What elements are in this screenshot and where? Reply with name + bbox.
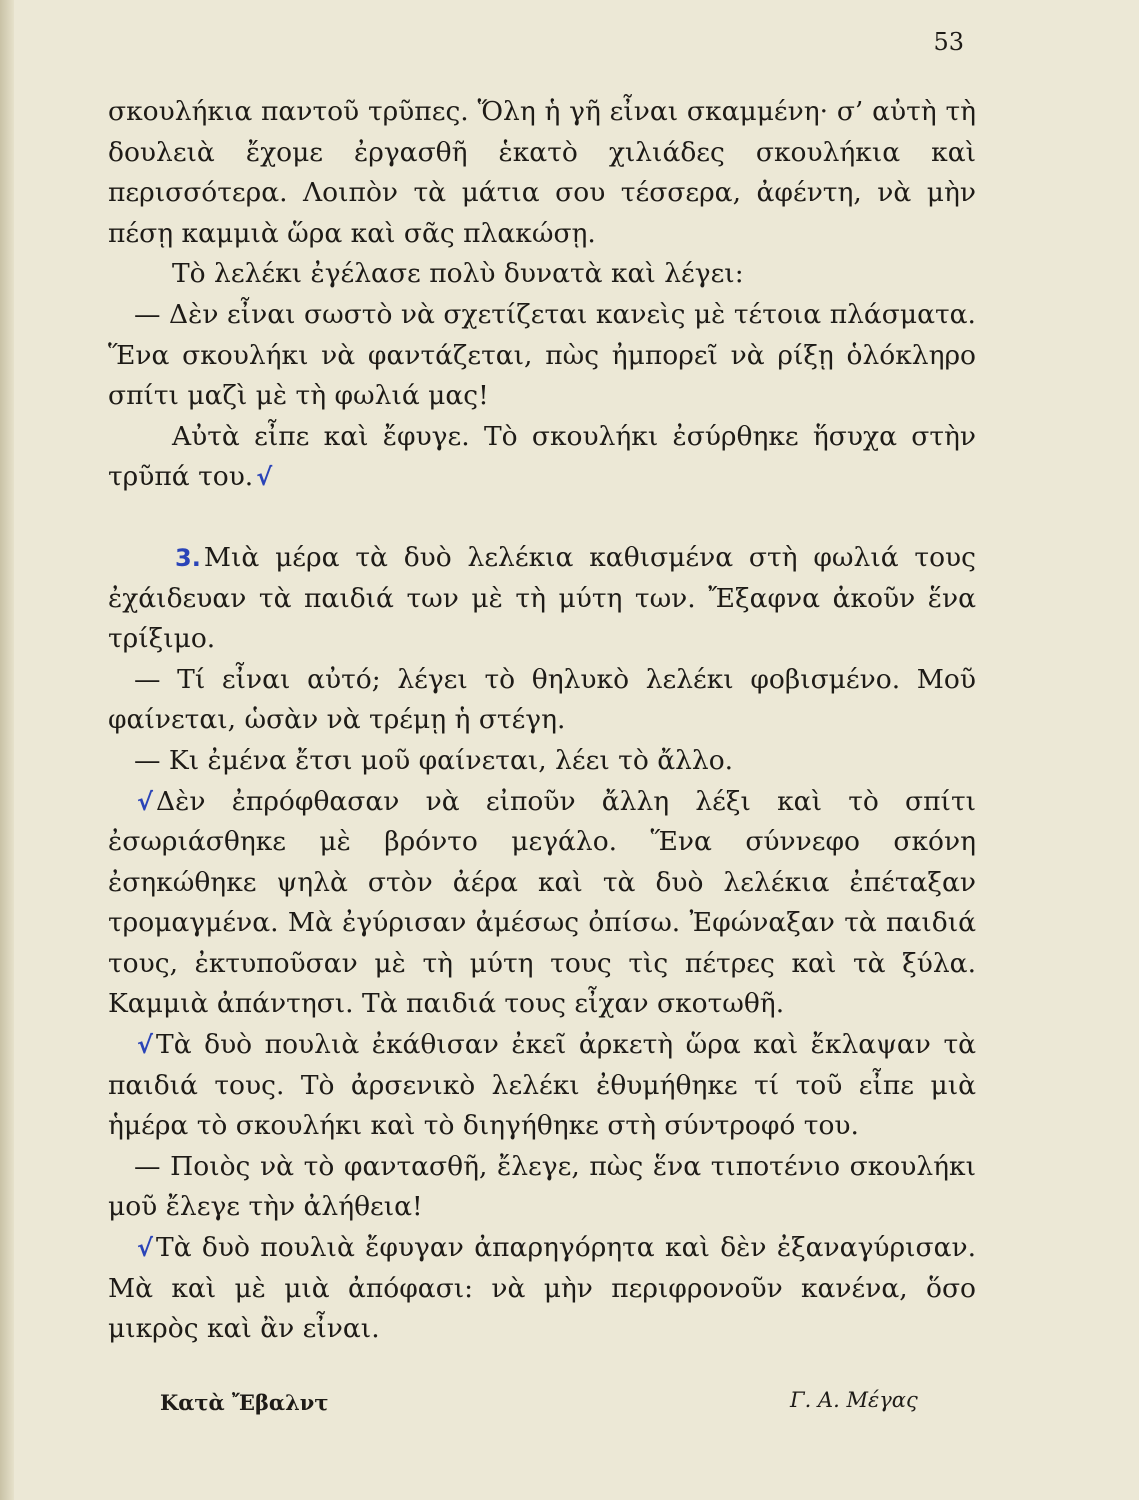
paragraph: — Κι ἐμένα ἔτσι μοῦ φαίνεται, λέει τὸ ἄλλο. — [134, 744, 734, 776]
paragraph-text: Μιὰ μέρα τὰ δυὸ λελέκια καθισμένα στὴ φωλιά τους ἐχάιδευαν τὰ παιδιά των μὲ τὴ μύτη των. Ἔξαφνα ἀκοῦν ἕνα τρίξιμο. — [108, 541, 976, 655]
handwritten-tick-mark: √ — [137, 1234, 154, 1263]
footer-author: Γ. Α. Μέγας — [790, 1388, 918, 1412]
paragraph-text: Τὰ δυὸ πουλιὰ ἔφυγαν ἀπαρηγόρητα καὶ δὲν ἐξαναγύρισαν. Μὰ καὶ μὲ μιὰ ἀπόφασι: νὰ μὴν περιφρονοῦν κανένα, ὅσο μικρὸς καὶ ἂν εἶναι. — [108, 1232, 976, 1345]
story-text — [108, 92, 976, 1350]
paragraph: Τὸ λελέκι ἐγέλασε πολὺ δυνατὰ καὶ λέγει: — [172, 258, 744, 290]
paragraph-text: Τὰ δυὸ πουλιὰ ἐκάθισαν ἐκεῖ ἀρκετὴ ὥρα καὶ ἔκλαψαν τὰ παιδιά τους. Τὸ ἀρσενικὸ λελέκι ἐθυμήθηκε τί τοῦ εἶπε μιὰ ἡμέρα τὸ σκουλήκι καὶ τὸ διηγήθηκε στὴ σύντροφό του. — [108, 1029, 976, 1142]
paragraph-text: Αὐτὰ εἶπε καὶ ἔφυγε. Τὸ σκουλήκι ἐσύρθηκε ἥσυχα στὴν τρῦπά του. — [108, 420, 976, 493]
paragraph — [108, 1228, 976, 1350]
paragraph — [108, 538, 976, 660]
paragraph-text: Δὲν ἐπρόφθασαν νὰ εἰποῦν ἄλλη λέξι καὶ τὸ σπίτι ἐσωριάσθηκε μὲ βρόντο μεγάλο. Ἕνα σύννεφο σκόνη ἐσηκώθηκε ψηλὰ στὸν ἀέρα καὶ τὰ δυὸ λελέκια ἐπέταξαν τρομαγμένα. Μὰ ἐγύρισαν ἀμέσως ὀπίσω. Ἐφώναξαν τὰ παιδιά τους, ἐκτυποῦσαν μὲ τὴ μύτη τους τὶς πέτρες καὶ τὰ ξύλα. Καμμιὰ ἀπάντησι. Τὰ παιδιά τους εἶχαν σκοτωθῆ. — [108, 785, 976, 1020]
handwritten-tick-mark: √ — [137, 787, 154, 816]
paragraph: σκουλήκια παντοῦ τρῦπες. Ὅλη ἡ γῆ εἶναι σκαμμένη· σ’ αὐτὴ τὴ δουλειὰ ἔχομε ἐργασθῆ ἑκατὸ χιλιάδες σκουλήκια καὶ περισσότερα. Λοιπὸν τὰ μάτια σου τέσσερα, ἀφέντη, νὰ μὴν πέσῃ καμμιὰ ὥρα καὶ σᾶς πλακώσῃ. — [108, 96, 976, 249]
page-edge — [0, 0, 14, 1500]
paragraph: — Τί εἶναι αὐτό; λέγει τὸ θηλυκὸ λελέκι φοβισμένο. Μοῦ φαίνεται, ὡσὰν νὰ τρέμῃ ἡ στέγη. — [108, 663, 976, 736]
handwritten-tick-mark: √ — [137, 1031, 154, 1060]
paragraph: — Δὲν εἶναι σωστὸ νὰ σχετίζεται κανεὶς μὲ τέτοια πλάσματα. Ἕνα σκουλήκι νὰ φαντάζεται, πὼς ἠμπορεῖ νὰ ρίξῃ ὁλόκληρο σπίτι μαζὶ μὲ τὴ φωλιά μας! — [108, 298, 976, 412]
paragraph: — Ποιὸς νὰ τὸ φαντασθῆ, ἔλεγε, πὼς ἕνα τιποτένιο σκουλήκι μοῦ ἔλεγε τὴν ἀλήθεια! — [108, 1150, 976, 1223]
handwritten-section-number: 3. — [175, 543, 201, 572]
section-break — [108, 498, 976, 538]
paragraph — [108, 782, 976, 1026]
paragraph — [108, 417, 976, 498]
handwritten-tick-mark: √ — [256, 463, 273, 492]
page-number: 53 — [933, 28, 964, 56]
paragraph — [108, 1025, 976, 1147]
footer-source: Κατὰ Ἔβαλντ — [160, 1390, 329, 1415]
